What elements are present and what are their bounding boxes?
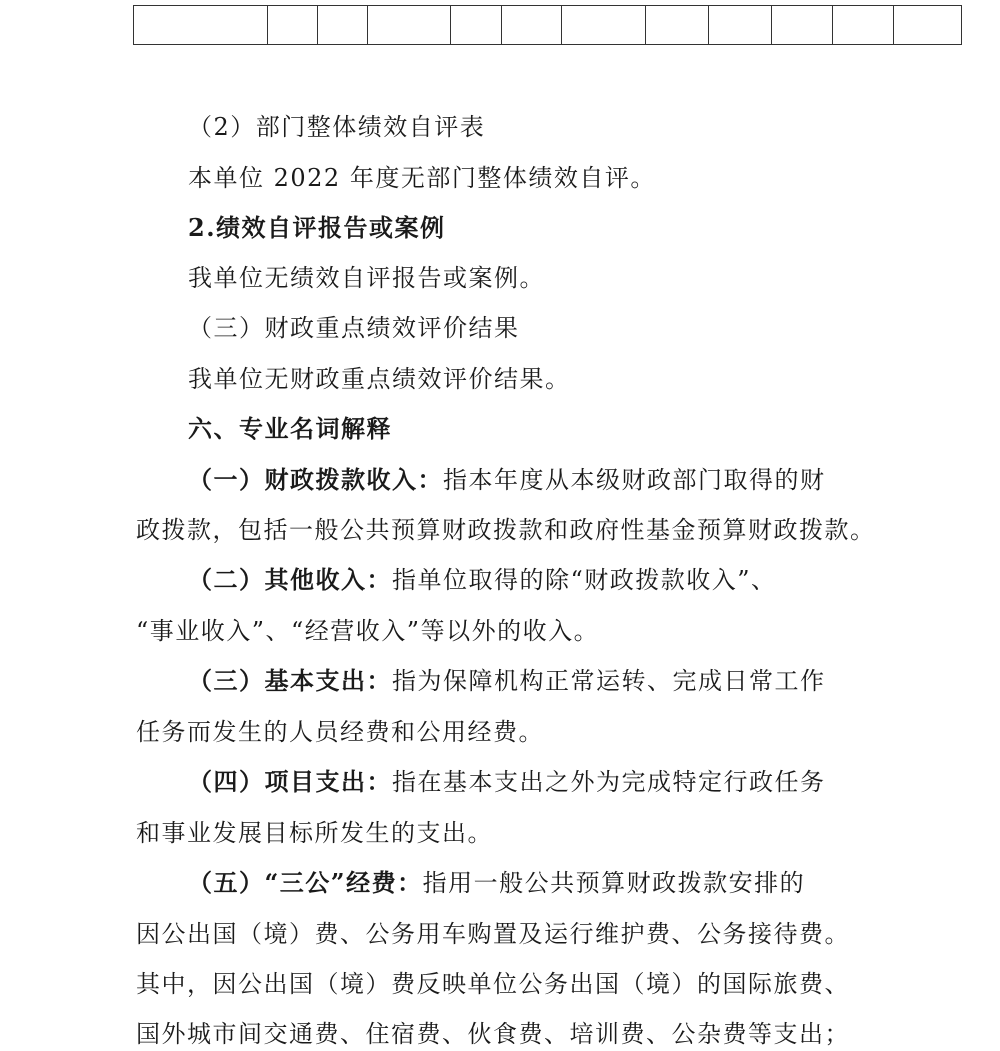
definition-other-income [188,565,777,595]
definition-term: （二）其他收入： [188,565,392,594]
table-cell [268,6,318,45]
definition-continuation: 国外城市间交通费、住宿费、伙食费、培训费、公杂费等支出； [136,1020,850,1048]
table-cell [709,6,772,45]
definition-continuation: 政拨款，包括一般公共预算财政拨款和政府性基金预算财政拨款。 [136,516,876,544]
definition-term: （五）“三公”经费： [188,868,423,897]
definition-text: 指为保障机构正常运转、完成日常工作 [392,667,826,695]
subheading-key-eval-results: （三）财政重点绩效评价结果 [188,314,520,342]
table-cell [318,6,368,45]
paragraph-no-key-eval-results: 我单位无财政重点绩效评价结果。 [188,365,571,393]
table-cell [451,6,502,45]
table-cell [134,6,268,45]
table-cell [646,6,709,45]
definition-term: （三）基本支出： [188,666,392,695]
definition-project-expenditure [188,767,826,797]
table-cell [502,6,562,45]
paragraph-no-self-eval-report: 我单位无绩效自评报告或案例。 [188,264,545,292]
table-bottom-row [133,5,962,45]
definition-fiscal-appropriation-income [188,465,826,495]
definition-text: 指本年度从本级财政部门取得的财 [443,466,826,494]
definition-continuation: 其中，因公出国（境）费反映单位公务出国（境）的国际旅费、 [136,970,850,998]
subheading-dept-self-eval-table: （2）部门整体绩效自评表 [188,113,486,141]
definition-continuation: 因公出国（境）费、公务用车购置及运行维护费、公务接待费。 [136,920,850,948]
definition-continuation: 任务而发生的人员经费和公用经费。 [136,718,544,746]
section-heading-glossary: 六、专业名词解释 [188,414,392,443]
definition-continuation: “事业收入”、“经营收入”等以外的收入。 [136,617,600,645]
definition-basic-expenditure [188,666,826,696]
heading-self-eval-report: 2.绩效自评报告或案例 [188,213,446,242]
definition-text: 指单位取得的除“财政拨款收入”、 [392,566,777,594]
table-cell [833,6,894,45]
table-cell [894,6,962,45]
paragraph-no-dept-self-eval: 本单位 2022 年度无部门整体绩效自评。 [188,164,656,192]
table-cell [562,6,646,45]
table-cell [368,6,451,45]
definition-term: （四）项目支出： [188,767,392,796]
definition-term: （一）财政拨款收入： [188,465,443,494]
definition-text: 指用一般公共预算财政拨款安排的 [422,869,806,897]
definition-three-public-expenses [188,868,805,898]
table-cell [772,6,833,45]
definition-text: 指在基本支出之外为完成特定行政任务 [392,768,826,796]
definition-continuation: 和事业发展目标所发生的支出。 [136,819,493,847]
